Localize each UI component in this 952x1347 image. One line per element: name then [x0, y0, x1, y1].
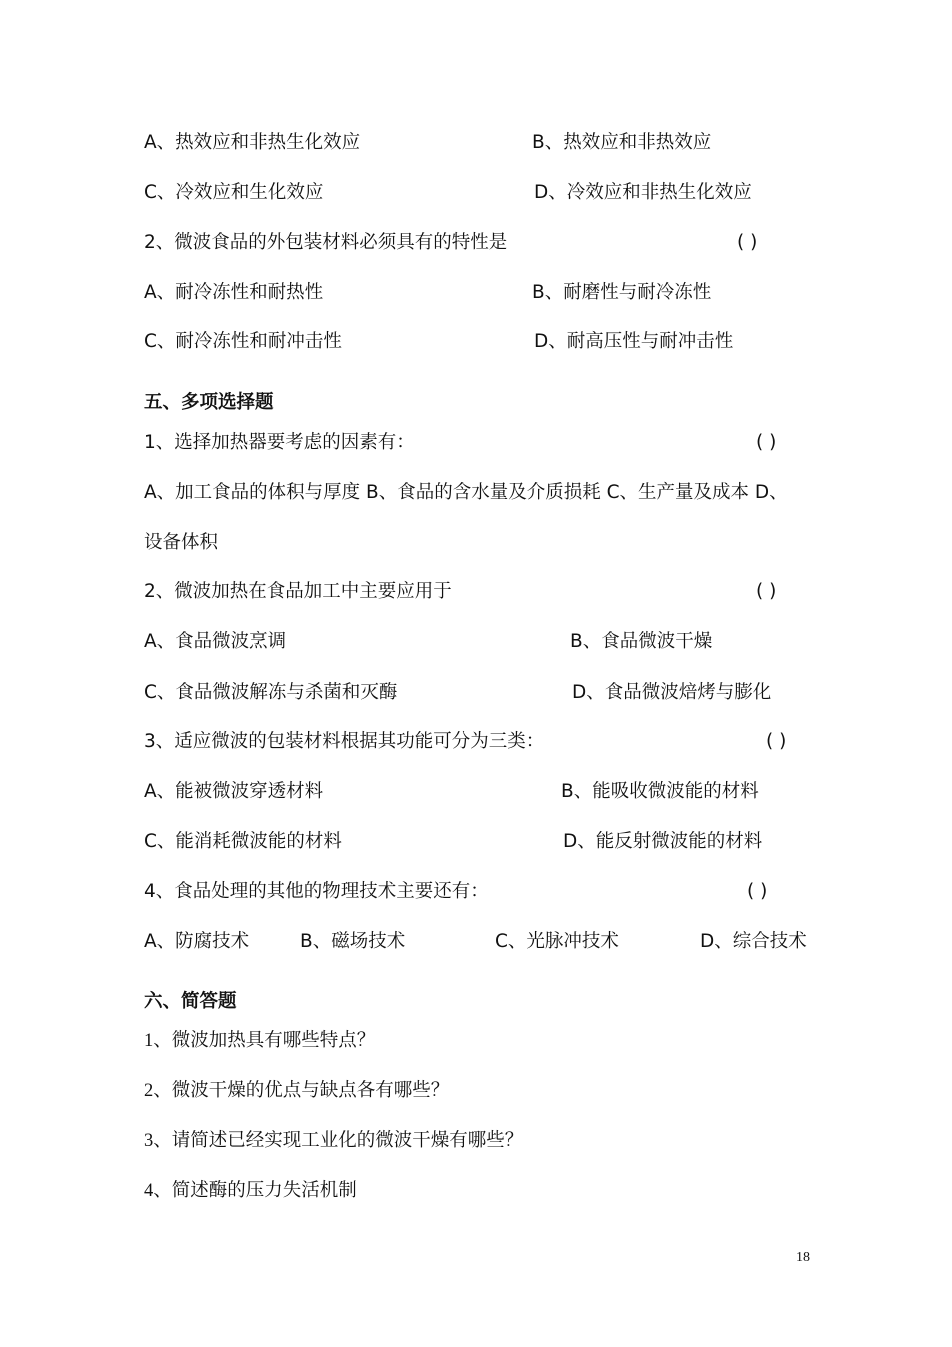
s5-q3-stem: 3、适应微波的包装材料根据其功能可分为三类： — [144, 731, 545, 752]
s5-q3-option-b: B、能吸收微波能的材料 — [561, 781, 759, 802]
q1-option-c: C、冷效应和生化效应 — [144, 182, 324, 203]
s6-item-1-text: 微波加热具有哪些特点？ — [171, 1030, 376, 1051]
s5-q1-answer-paren: ( ) — [756, 432, 777, 453]
s6-item-2-number: 2、 — [144, 1081, 172, 1101]
q2-option-b: B、耐磨性与耐冷冻性 — [532, 282, 712, 303]
q2-option-d: D、耐高压性与耐冲击性 — [534, 331, 734, 352]
section5-heading: 五、多项选择题 — [144, 392, 274, 413]
s6-item-3 — [144, 1129, 523, 1153]
s6-item-2 — [144, 1079, 449, 1103]
s6-item-4 — [144, 1179, 357, 1203]
q1-option-b: B、热效应和非热效应 — [532, 132, 712, 153]
s6-item-1-number: 1、 — [144, 1031, 172, 1051]
q1-option-a: A、热效应和非热生化效应 — [144, 132, 361, 153]
s5-q2-option-b: B、食品微波干燥 — [570, 631, 713, 652]
s6-item-3-number: 3、 — [144, 1131, 172, 1151]
q2-option-c: C、耐冷冻性和耐冲击性 — [144, 331, 342, 352]
s5-q4-option-a: A、防腐技术 — [144, 931, 250, 952]
s5-q2-option-c: C、食品微波解冻与杀菌和灭酶 — [144, 682, 398, 703]
s6-item-3-text: 请简述已经实现工业化的微波干燥有哪些？ — [171, 1130, 524, 1151]
s5-q1-options-line1: A、加工食品的体积与厚度 B、食品的含水量及介质损耗 C、生产量及成本 D、 — [144, 482, 788, 503]
s5-q2-stem: 2、微波加热在食品加工中主要应用于 — [144, 581, 452, 602]
q2-option-a: A、耐冷冻性和耐热性 — [144, 282, 324, 303]
s5-q1-options-line2: 设备体积 — [144, 532, 219, 553]
s5-q1-stem: 1、选择加热器要考虑的因素有： — [144, 432, 415, 453]
q2-answer-paren: ( ) — [737, 232, 758, 253]
s5-q4-stem: 4、食品处理的其他的物理技术主要还有： — [144, 881, 489, 902]
s5-q3-option-a: A、能被微波穿透材料 — [144, 781, 324, 802]
s6-item-4-number: 4、 — [144, 1181, 172, 1201]
s5-q3-option-d: D、能反射微波能的材料 — [563, 831, 763, 852]
s6-item-4-text: 简述酶的压力失活机制 — [171, 1180, 357, 1201]
s6-item-2-text: 微波干燥的优点与缺点各有哪些？ — [171, 1080, 450, 1101]
s5-q4-option-d: D、综合技术 — [700, 931, 807, 952]
q1-option-d: D、冷效应和非热生化效应 — [534, 182, 752, 203]
s5-q3-answer-paren: ( ) — [766, 731, 787, 752]
s5-q3-option-c: C、能消耗微波能的材料 — [144, 831, 342, 852]
section6-heading: 六、简答题 — [144, 991, 237, 1012]
s5-q4-answer-paren: ( ) — [747, 881, 768, 902]
q2-stem: 2、微波食品的外包装材料必须具有的特性是 — [144, 232, 508, 253]
s6-item-1 — [144, 1029, 375, 1053]
s5-q2-option-a: A、食品微波烹调 — [144, 631, 287, 652]
s5-q2-answer-paren: ( ) — [756, 581, 777, 602]
s5-q4-option-c: C、光脉冲技术 — [495, 931, 619, 952]
s5-q4-option-b: B、磁场技术 — [300, 931, 406, 952]
page-number: 18 — [796, 1250, 810, 1265]
s5-q2-option-d: D、食品微波焙烤与膨化 — [572, 682, 772, 703]
